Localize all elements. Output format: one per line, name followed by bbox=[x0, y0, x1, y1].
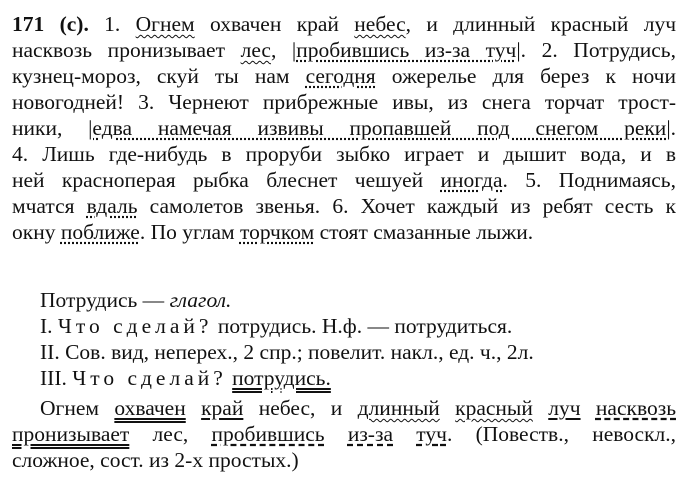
text-fragment: сложное, сост. из 2-х простых.) bbox=[12, 448, 299, 472]
text-fragment: ожерелье для берез к ночи bbox=[375, 64, 677, 88]
text-fragment: |. bbox=[666, 116, 676, 140]
space bbox=[440, 396, 455, 420]
text-fragment: Огнем bbox=[40, 396, 115, 420]
text-fragment: . (Повеств., невоскл., bbox=[446, 422, 677, 446]
underlined-word: небес bbox=[354, 12, 406, 36]
text-fragment: лес, bbox=[129, 422, 212, 446]
adverbial-word: насквозь bbox=[595, 396, 676, 420]
space bbox=[533, 396, 548, 420]
adverbial-word: туч bbox=[416, 422, 447, 446]
space bbox=[581, 396, 596, 420]
text-fragment: окну bbox=[12, 220, 61, 244]
analysis-row-1 bbox=[40, 314, 670, 338]
underlined-word: сегодня bbox=[305, 64, 376, 88]
text-fragment: кузнец-мороз, скуй ты нам bbox=[12, 64, 306, 88]
analysis-question: Что сделай? bbox=[57, 314, 213, 338]
parse-line-2 bbox=[12, 422, 676, 446]
roman-numeral: I. bbox=[40, 314, 53, 338]
text-fragment: стоят смазанные лыжи. bbox=[314, 220, 534, 244]
subject-word: край bbox=[201, 396, 244, 420]
text-fragment: , | bbox=[270, 38, 297, 62]
text-fragment: насквозь пронизывает bbox=[12, 38, 241, 62]
underlined-word: вдаль bbox=[86, 194, 138, 218]
underlined-word: торчком bbox=[239, 220, 315, 244]
adverbial-word: пробившись bbox=[211, 422, 325, 446]
exercise-line-8 bbox=[12, 194, 676, 218]
exercise-line-4 bbox=[12, 90, 676, 114]
exercise-line-3 bbox=[12, 64, 676, 88]
predicate-word: охвачен bbox=[114, 396, 186, 420]
exercise-line-5 bbox=[12, 116, 676, 140]
analysis-question: Что сделай? bbox=[72, 366, 227, 390]
roman-numeral: II. bbox=[40, 340, 60, 364]
analysis-row-2 bbox=[40, 340, 670, 364]
exercise-line-9 bbox=[12, 220, 676, 244]
text-fragment: 4. Лишь где-нибудь в проруби зыбко играет и дышит вода, и в bbox=[12, 142, 676, 166]
text-fragment: новогодней! 3. Чернеют прибрежные ивы, из снега торчат трост- bbox=[12, 90, 676, 114]
roman-numeral: III. bbox=[40, 366, 67, 390]
text-fragment: ней красноперая рыбка блеснет чешуей bbox=[12, 168, 441, 192]
analysis-text: потрудись. Н.ф. — потрудиться. bbox=[212, 314, 513, 338]
space bbox=[186, 396, 201, 420]
exercise-line-7 bbox=[12, 168, 676, 192]
attribute-word: длинный bbox=[357, 396, 440, 420]
space bbox=[393, 422, 416, 446]
text-fragment: . 5. Поднимаясь, bbox=[502, 168, 676, 192]
analysis-text: Сов. вид, неперех., 2 спр.; повелит. накл., ед. ч., 2л. bbox=[59, 340, 534, 364]
exercise-line-1 bbox=[12, 12, 676, 36]
subject-word: луч bbox=[548, 396, 581, 420]
underlined-word: иногда bbox=[440, 168, 503, 192]
analysis-answer: потрудись. bbox=[232, 366, 331, 390]
participle-phrase: пробившись из-за туч bbox=[296, 38, 517, 62]
adverbial-phrase: |едва намечая извивы пропавшей под снегом реки bbox=[88, 116, 667, 140]
text-fragment: |. 2. Потрудись, bbox=[516, 38, 676, 62]
predicate-word: пронизывает bbox=[12, 422, 130, 446]
analysis-word: Потрудись — bbox=[40, 288, 170, 312]
space bbox=[325, 422, 348, 446]
text-fragment: самолетов звенья. 6. Хочет каждый из ребят сесть к bbox=[137, 194, 677, 218]
text-fragment: , и длинный красный луч bbox=[405, 12, 677, 36]
text-fragment: мчатся bbox=[12, 194, 87, 218]
text-fragment: небес, и bbox=[243, 396, 358, 420]
adverbial-word: из-за bbox=[347, 422, 394, 446]
analysis-row-3 bbox=[40, 366, 670, 390]
attribute-word: красный bbox=[455, 396, 533, 420]
exercise-line-6 bbox=[12, 142, 676, 166]
exercise-number: 171 (с). bbox=[12, 12, 89, 36]
analysis-title bbox=[40, 288, 670, 312]
sentence-number: 1. bbox=[104, 12, 136, 36]
parse-line-1 bbox=[40, 396, 676, 420]
text-fragment: охвачен край bbox=[194, 12, 355, 36]
underlined-word: Огнем bbox=[135, 12, 195, 36]
exercise-line-2 bbox=[12, 38, 676, 62]
text-fragment: ники, bbox=[12, 116, 89, 140]
parse-line-3 bbox=[12, 448, 676, 472]
underlined-word: лес bbox=[240, 38, 271, 62]
text-fragment: . По углам bbox=[139, 220, 240, 244]
part-of-speech: глагол. bbox=[169, 288, 232, 312]
underlined-word: поближе bbox=[60, 220, 140, 244]
